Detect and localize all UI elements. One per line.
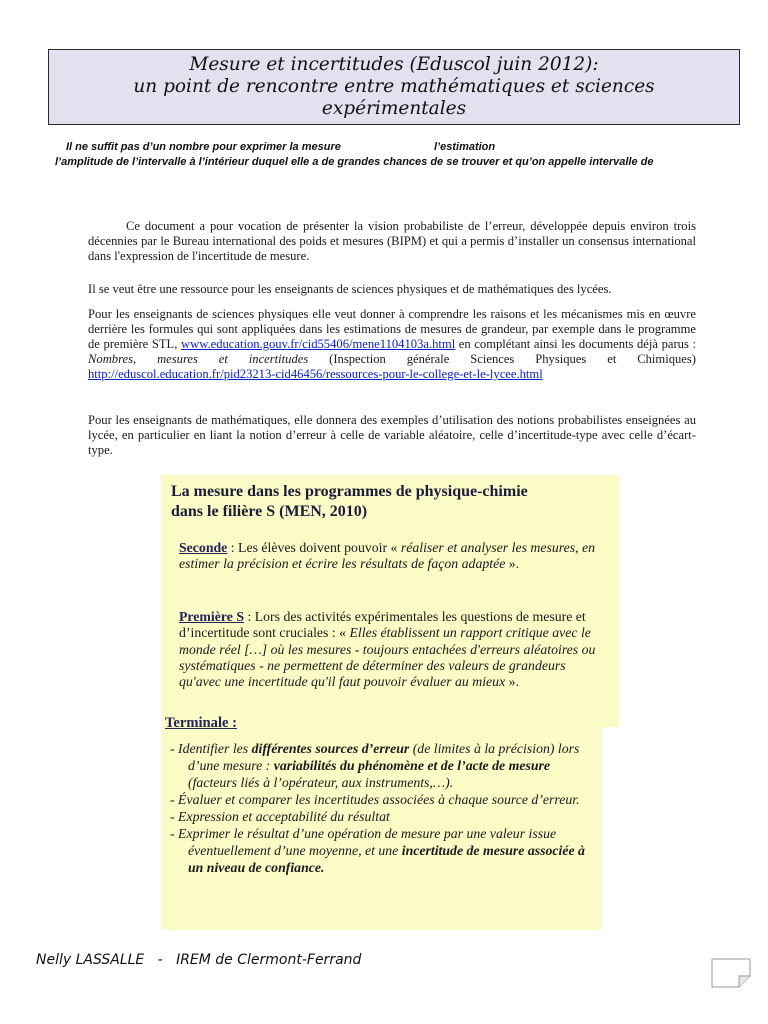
premiere-text-a: : Lors des activités expérimentales les questions de mesure et d’incertitude sont cruciales : « [179, 609, 586, 641]
quote-line-1b: l’estimation [434, 141, 496, 153]
seconde-label: Seconde [179, 540, 228, 555]
paragraph-intro: Ce document a pour vocation de présenter la vision probabiliste de l’erreur, développée depuis environ trois décennies par le Bureau international des poids et mesures (BIPM) et qui a permis d’installer un consensus international dans l'expression de l'incertitude de mesure. [88, 219, 696, 263]
footer-author: Nelly LASSALLE [36, 952, 145, 968]
footer-institution: IREM de Clermont-Ferrand [176, 952, 362, 968]
physics-text-after: (Inspection générale Sciences Physiques et Chimiques) [308, 352, 696, 366]
quote-line-1a: Il ne suffit pas d’un nombre pour exprimer la mesure [66, 141, 341, 153]
terminale-item: - Exprimer le résultat d’une opération de mesure par une valeur issue éventuellement d’une moyenne, et une incertitude de mesure associée à un niveau de confiance. [170, 826, 585, 875]
terminale-item: - Identifier les différentes sources d’erreur (de limites à la précision) lors d’une mesure : variabilités du phénomène et de l’acte de mesure (facteurs liés à l’opérateur, aux instruments,…). [170, 741, 580, 790]
premiere-quote: Elles établissent un rapport critique avec le monde réel […] où les mesures - toujours entachées d'erreurs aléatoires ou systématiques - ne permettent de déterminer des valeurs de grandeurs qu'avec une incertitude qu'il faut pouvoir évaluer au mieux [179, 625, 596, 690]
paragraph-physics [88, 307, 696, 382]
title-line-2: un point de rencontre entre mathématiques et sciences [133, 76, 655, 97]
title-line-3: expérimentales [321, 98, 467, 119]
physics-text: Pour les enseignants de sciences physiques elle veut donner à comprendre les raisons et les mécanismes mis en œuvre derrière les formules qui sont appliquées dans les estimations de mesures de grandeur, par exemple dans le programme de première STL, [88, 307, 696, 351]
title-line-1: Mesure et incertitudes (Eduscol juin 2012): [189, 54, 599, 75]
programme-box-title [171, 482, 611, 522]
seconde-text-b: ». [505, 556, 520, 572]
footer-separator: - [157, 952, 163, 968]
paragraph-maths: Pour les enseignants de mathématiques, elle donnera des exemples d’utilisation des notions probabilistes enseignées au lycée, en particulier en liant la notion d’erreur à celle de variable aléatoire, celle d’incertitude-type avec celle d’écart-type. [88, 413, 696, 457]
seconde-text-a: : Les élèves doivent pouvoir « [227, 540, 401, 555]
seconde-section [179, 540, 600, 573]
premiere-label: Première S [179, 609, 244, 624]
link-eduscol[interactable]: http://eduscol.education.fr/pid23213-cid46456/ressources-pour-le-college-et-le-lycee.html [88, 367, 543, 381]
premiere-section [179, 609, 600, 690]
terminale-item: - Évaluer et comparer les incertitudes associées à chaque source d’erreur. [170, 792, 580, 807]
terminale-list [170, 740, 602, 876]
seconde-quote: réaliser et analyser les mesures, en estimer la précision et écrire les résultats de façon adaptée [179, 540, 596, 572]
terminale-item: - Expression et acceptabilité du résultat [170, 809, 390, 824]
quote-line-2: l’amplitude de l’intervalle à l’intérieur duquel elle a de grandes chances de se trouver et qu’on appelle intervalle de [55, 156, 654, 168]
programme-title-line-2: dans le filière S (MEN, 2010) [171, 503, 368, 520]
terminale-label: Terminale : [165, 715, 238, 731]
document-title [48, 49, 740, 125]
physics-doc-title: Nombres, mesures et incertitudes [88, 352, 309, 366]
page-footer [36, 952, 361, 968]
premiere-text-b: ». [505, 674, 520, 690]
paragraph-resource: Il se veut être une ressource pour les enseignants de sciences physiques et de mathématiques des lycées. [88, 282, 612, 296]
link-education-gouv[interactable]: www.education.gouv.fr/cid55406/mene1104103a.html [181, 337, 456, 351]
programme-title-line-1: La mesure dans les programmes de physique-chimie [171, 483, 528, 500]
page-curl-icon [711, 958, 751, 988]
physics-text-mid: en complétant ainsi les documents déjà parus : [455, 337, 696, 351]
